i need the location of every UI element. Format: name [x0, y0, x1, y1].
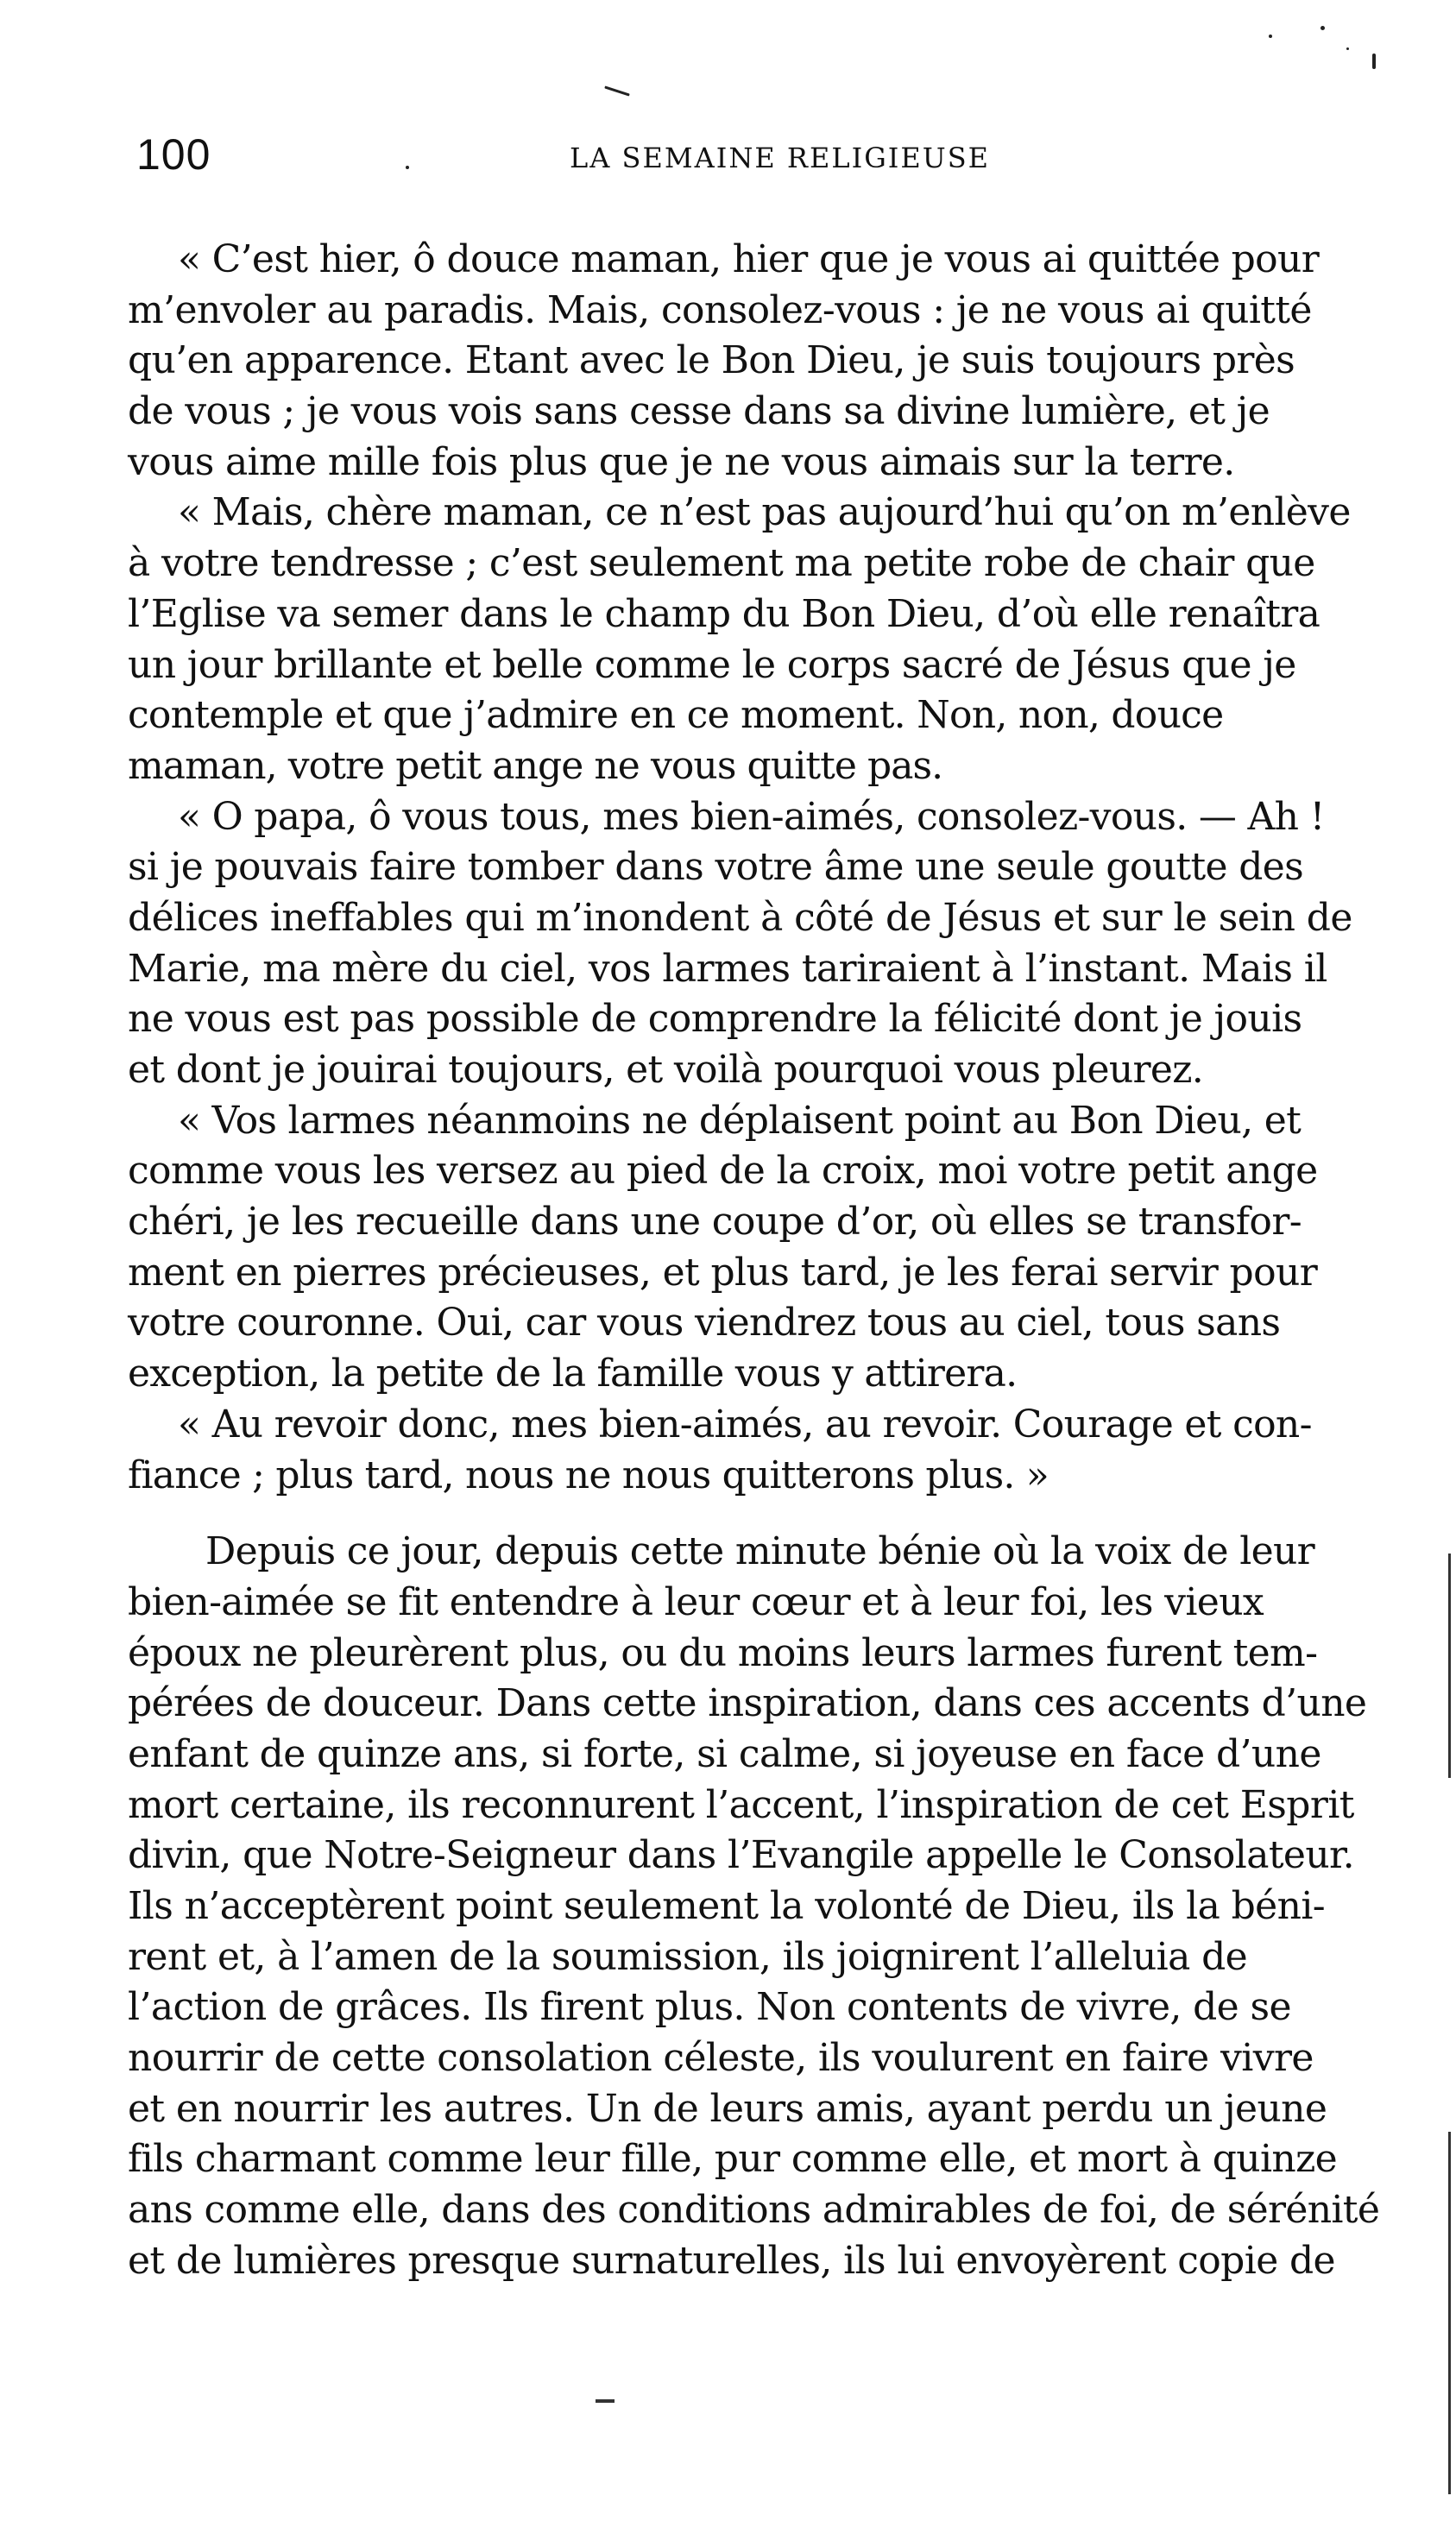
text-line: Marie, ma mère du ciel, vos larmes tariraient à l’instant. Mais il: [128, 946, 1327, 991]
text-line: divin, que Notre-Seigneur dans l’Evangile appelle le Consolateur.: [128, 1833, 1355, 1878]
text-line: vous aime mille fois plus que je ne vous aimais sur la terre.: [128, 439, 1235, 484]
scan-speck: [406, 166, 409, 169]
text-line: bien-aimée se fit entendre à leur cœur et à leur foi, les vieux: [128, 1579, 1264, 1624]
text-line: « Mais, chère maman, ce n’est pas aujourd’hui qu’on m’enlève: [178, 490, 1351, 535]
text-line: fiance ; plus tard, nous ne nous quitterons plus. »: [128, 1453, 1049, 1497]
text-line: votre couronne. Oui, car vous viendrez tous au ciel, tous sans: [128, 1301, 1281, 1346]
paragraph-gap: [128, 1501, 1414, 1527]
text-line: « Vos larmes néanmoins ne déplaisent point au Bon Dieu, et: [178, 1098, 1302, 1143]
text-line: qu’en apparence. Etant avec le Bon Dieu, je suis toujours près: [128, 338, 1295, 383]
text-line: rent et, à l’amen de la soumission, ils joignirent l’alleluia de: [128, 1934, 1248, 1979]
scan-edge-mark: [1448, 2132, 1451, 2494]
text-line: fils charmant comme leur fille, pur comme elle, et mort à quinze: [128, 2137, 1338, 2182]
scan-speck: [1346, 47, 1349, 50]
text-line: et dont je jouirai toujours, et voilà pourquoi vous pleurez.: [128, 1048, 1204, 1092]
text-line: et de lumières presque surnaturelles, ils lui envoyèrent copie de: [128, 2238, 1335, 2283]
text-line: ment en pierres précieuses, et plus tard, je les ferai servir pour: [128, 1250, 1318, 1295]
text-line: pérées de douceur. Dans cette inspiration, dans ces accents d’une: [128, 1681, 1367, 1726]
text-line: « C’est hier, ô douce maman, hier que je vous ai quittée pour: [178, 237, 1320, 281]
text-line: à votre tendresse ; c’est seulement ma petite robe de chair que: [128, 541, 1315, 586]
text-line: délices ineffables qui m’inondent à côté de Jésus et sur le sein de: [128, 895, 1352, 940]
scan-speck: [1269, 35, 1272, 38]
text-line: exception, la petite de la famille vous y attirera.: [128, 1352, 1018, 1396]
text-line: si je pouvais faire tomber dans votre âme une seule goutte des: [128, 845, 1304, 890]
text-line: un jour brillante et belle comme le corps sacré de Jésus que je: [128, 642, 1296, 687]
text-line: maman, votre petit ange ne vous quitte pas.: [128, 743, 943, 788]
text-line: « Au revoir donc, mes bien-aimés, au revoir. Courage et con-: [178, 1402, 1312, 1446]
scan-edge-mark: [1448, 1554, 1451, 1778]
text-line: et en nourrir les autres. Un de leurs amis, ayant perdu un jeune: [128, 2086, 1327, 2131]
text-line: l’action de grâces. Ils firent plus. Non contents de vivre, de se: [128, 1985, 1291, 2030]
text-line: Ils n’acceptèrent point seulement la volonté de Dieu, ils la béni-: [128, 1884, 1326, 1928]
text-line: nourrir de cette consolation céleste, ils voulurent en faire vivre: [128, 2036, 1314, 2081]
body-text: [128, 235, 1414, 2287]
text-line: de vous ; je vous vois sans cesse dans sa divine lumière, et je: [128, 389, 1270, 434]
text-line: Depuis ce jour, depuis cette minute bénie où la voix de leur: [205, 1529, 1315, 1574]
scan-speck: [1320, 26, 1325, 30]
scan-speck: [1372, 54, 1376, 69]
text-line: m’envoler au paradis. Mais, consolez-vous : je ne vous ai quitté: [128, 287, 1312, 332]
text-line: comme vous les versez au pied de la croix, moi votre petit ange: [128, 1149, 1318, 1194]
text-line: ans comme elle, dans des conditions admirables de foi, de sérénité: [128, 2188, 1380, 2233]
text-line: l’Eglise va semer dans le champ du Bon Dieu, d’où elle renaîtra: [128, 591, 1320, 636]
running-title: LA SEMAINE RELIGIEUSE: [570, 142, 991, 174]
page-number: 100: [136, 130, 211, 179]
page-header: [129, 129, 1407, 181]
text-line: « O papa, ô vous tous, mes bien-aimés, consolez-vous. — Ah !: [178, 794, 1325, 839]
text-line: enfant de quinze ans, si forte, si calme, si joyeuse en face d’une: [128, 1731, 1321, 1776]
text-line: chéri, je les recueille dans une coupe d’or, où elles se transfor-: [128, 1200, 1302, 1245]
text-line: mort certaine, ils reconnurent l’accent, l’inspiration de cet Esprit: [128, 1782, 1354, 1827]
scan-speck: [604, 85, 629, 96]
text-line: époux ne pleurèrent plus, ou du moins leurs larmes furent tem-: [128, 1630, 1318, 1675]
text-line: contemple et que j’admire en ce moment. Non, non, douce: [128, 693, 1224, 738]
text-line: ne vous est pas possible de comprendre la félicité dont je jouis: [128, 997, 1302, 1042]
scan-speck: [596, 2399, 615, 2403]
